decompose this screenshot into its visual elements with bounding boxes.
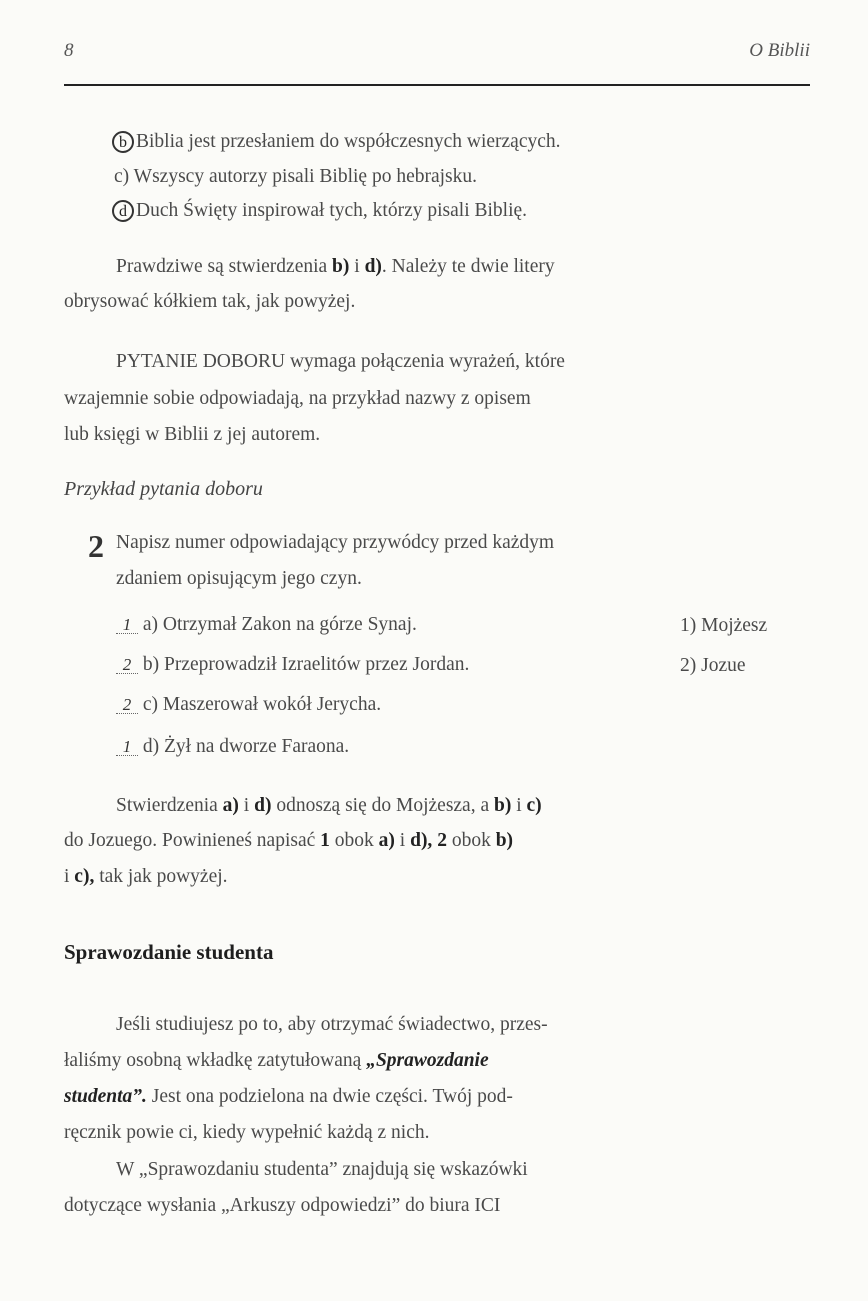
report-para2-line2: dotyczące wysłania „Arkuszy odpowiedzi” do biura ICI [64, 1195, 501, 1216]
option-d [112, 200, 527, 222]
option-b [112, 131, 561, 153]
example2-explanation-line3: i c), tak jak powyżej. [64, 866, 228, 887]
report-para1-line1: Jeśli studiujesz po to, aby otrzymać świadectwo, przes- [116, 1014, 548, 1035]
handwritten-mark: 1 [116, 616, 138, 634]
example2-explanation-line2: do Jozuego. Powinieneś napisać 1 obok a) i d), 2 obok b) [64, 830, 514, 851]
question-number: 2 [88, 528, 104, 564]
question-prompt-line1: Napisz numer odpowiadający przywódcy przed każdym [116, 532, 555, 553]
report-para1-line2: łaliśmy osobną wkładkę zatytułowaną „Sprawozdanie [64, 1050, 489, 1071]
circled-letter-d: d [112, 200, 134, 222]
page-number: 8 [64, 40, 74, 61]
answer-option-1: 1) Mojżesz [680, 615, 768, 636]
example2-title: Przykład pytania doboru [64, 478, 263, 500]
example2-explanation-line1: Stwierdzenia a) i d) odnoszą się do Mojżesza, a b) i c) [116, 795, 542, 816]
example1-explanation-line1: Prawdziwe są stwierdzenia b) i d). Należy te dwie litery [116, 256, 555, 277]
matching-intro-line1: PYTANIE DOBORU wymaga połączenia wyrażeń, które [116, 351, 565, 372]
handwritten-mark: 1 [116, 738, 138, 756]
matching-intro-line2: wzajemnie sobie odpowiadają, na przykład nazwy z opisem [64, 388, 531, 409]
handwritten-mark: 2 [116, 696, 138, 714]
option-c: c) Wszyscy autorzy pisali Biblię po hebrajsku. [114, 166, 478, 187]
match-item: 2 b) Przeprowadził Izraelitów przez Jordan. [116, 655, 469, 675]
answer-option-2: 2) Jozue [680, 655, 746, 676]
match-item: 1 d) Żył na dworze Faraona. [116, 737, 349, 757]
report-para2-line1: W „Sprawozdaniu studenta” znajdują się wskazówki [116, 1159, 528, 1180]
option-b-text: Biblia jest przesłaniem do współczesnych wierzących. [136, 131, 561, 152]
match-item: 2 c) Maszerował wokół Jerycha. [116, 695, 381, 715]
report-para1-line4: ręcznik powie ci, kiedy wypełnić każdą z nich. [64, 1122, 430, 1143]
header-rule [64, 84, 810, 86]
report-para1-line3: studenta”. Jest ona podzielona na dwie części. Twój pod- [64, 1086, 513, 1107]
circled-letter-b: b [112, 131, 134, 153]
question-prompt-line2: zdaniem opisującym jego czyn. [116, 568, 362, 589]
section-title: Sprawozdanie studenta [64, 940, 274, 964]
handwritten-mark: 2 [116, 656, 138, 674]
matching-intro-line3: lub księgi w Biblii z jej autorem. [64, 424, 321, 445]
option-d-text: Duch Święty inspirował tych, którzy pisali Biblię. [136, 200, 528, 221]
running-title: O Biblii [749, 40, 810, 61]
example1-explanation-line2: obrysować kółkiem tak, jak powyżej. [64, 291, 356, 312]
match-item: 1 a) Otrzymał Zakon na górze Synaj. [116, 615, 417, 635]
